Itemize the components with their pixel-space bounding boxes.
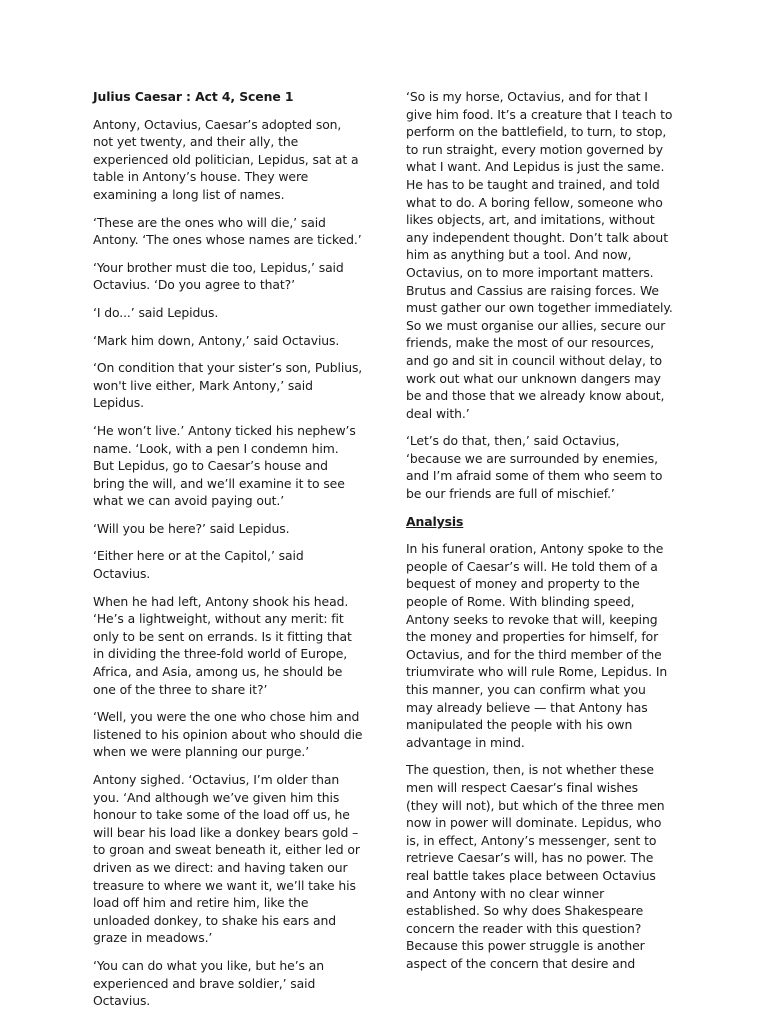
paragraph: Antony, Octavius, Caesar’s adopted son, not yet twenty, and their ally, the experienced old politician, Lepidus, sat at a table in Antony’s house. They were examining a long list of names. <box>93 116 359 202</box>
paragraph: ‘On condition that your sister’s son, Publius, won't live either, Mark Antony,’ said Lepidus. <box>93 360 363 411</box>
paragraph: ‘Your brother must die too, Lepidus,’ said Octavius. ‘Do you agree to that?’ <box>93 259 344 293</box>
paragraph: ‘He won’t live.’ Antony ticked his nephew’s name. ‘Look, with a pen I condemn him. But Lepidus, go to Caesar’s house and bring the will, and we’ll examine it to see what we can avoid paying out.’ <box>93 422 356 509</box>
paragraph: ‘Mark him down, Antony,’ said Octavius. <box>93 332 340 348</box>
paragraph: ‘You can do what you like, but he’s an experienced and brave soldier,’ said Octavius. <box>93 957 324 1009</box>
paragraph: When he had left, Antony shook his head. ‘He’s a lightweight, without any merit: fit only to be sent on errands. Is it fitting that in dividing the three-fold world of Europe, Africa, and Asia, among us, he should be one of the three to share it?’ <box>93 593 352 697</box>
right-column <box>406 88 673 983</box>
paragraph: The question, then, is not whether these men will respect Caesar’s final wishes (they will not), but which of the three men now in power will dominate. Lepidus, who is, in effect, Antony’s messenger, sent to retrieve Caesar’s will, has no power. The real battle takes place between Octavius and Antony with no clear winner established. So why does Shakespeare concern the reader with this question? Because this power struggle is another aspect of the concern that desire and <box>406 762 665 971</box>
paragraph: ‘I do...’ said Lepidus. <box>93 304 219 320</box>
paragraph: Antony sighed. ‘Octavius, I’m older than you. ‘And although we’ve given him this honour to take some of the load off us, he will bear his load like a donkey bears gold – to groan and sweat beneath it, either led or driven as we direct: and having taken our treasure to where we want it, we’ll take his load off him and retire him, like the unloaded donkey, to shake his ears and graze in meadows.’ <box>93 772 360 946</box>
left-column <box>93 88 363 1020</box>
paragraph: ‘So is my horse, Octavius, and for that I give him food. It’s a creature that I teach to perform on the battlefield, to turn, to stop, to run straight, every motion governed by what I want. And Lepidus is just the same. He has to be taught and trained, and told what to do. A boring fellow, someone who likes objects, art, and imitations, without any independent thought. Don’t talk about him as anything but a tool. And now, Octavius, on to more important matters. Brutus and Cassius are raising forces. We must gather our own together immediately. So we must organise our allies, secure our friends, make the most of our resources, and go and sit in council without delay, to work out what our unknown dangers may be and those that we already know about, deal with.’ <box>406 89 673 421</box>
paragraph: ‘Well, you were the one who chose him and listened to his opinion about who should die when we were planning our purge.’ <box>93 709 363 760</box>
paragraph: ‘Let’s do that, then,’ said Octavius, ‘because we are surrounded by enemies, and I’m afraid some of them who seem to be our friends are full of mischief.’ <box>406 433 663 502</box>
paragraph: In his funeral oration, Antony spoke to the people of Caesar’s will. He told them of a bequest of money and property to the people of Rome. With blinding speed, Antony seeks to revoke that will, keeping the money and properties for himself, for Octavius, and for the third member of the triumvirate who will rule Rome, Lepidus. In this manner, you can confirm what you may already believe — that Antony has manipulated the people with his own advantage in mind. <box>406 541 668 750</box>
paragraph: ‘These are the ones who will die,’ said Antony. ‘The ones whose names are ticked.’ <box>93 214 362 248</box>
document-title: Julius Caesar : Act 4, Scene 1 <box>93 89 294 104</box>
analysis-heading: Analysis <box>406 513 464 529</box>
paragraph: ‘Will you be here?’ said Lepidus. <box>93 520 290 536</box>
paragraph: ‘Either here or at the Capitol,’ said Octavius. <box>93 548 304 582</box>
